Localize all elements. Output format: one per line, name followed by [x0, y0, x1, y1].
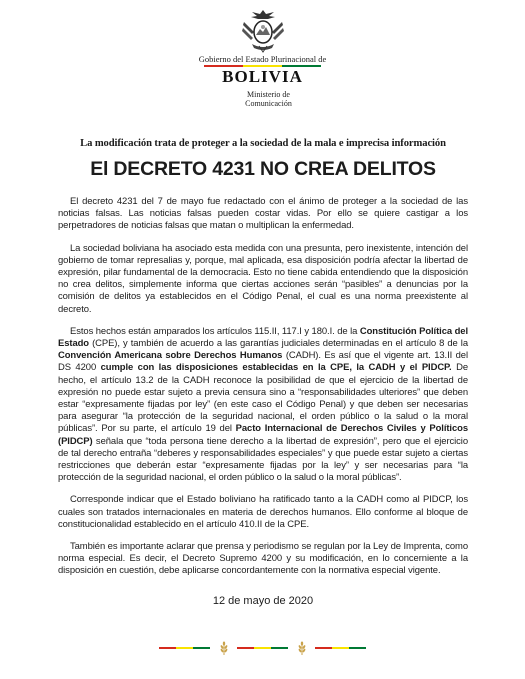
subtitle: La modificación trata de proteger a la sociedad de la mala e imprecisa información: [80, 138, 446, 149]
ministry-line-1: Ministerio de: [247, 90, 290, 99]
flag-yellow-stripe: [176, 647, 193, 649]
paragraph-3-text: (CPE), y también de acuerdo a las garantías judiciales determinadas en el artículo 8 de la: [89, 338, 468, 350]
tricolor-line-right: [315, 647, 367, 649]
paragraph-3: [58, 326, 468, 485]
paragraph-3-pidcp: Pacto Internacional de Derechos Civiles y Políticos (PIDCP): [58, 423, 468, 447]
paragraph-2: La sociedad boliviana ha asociado esta medida con una presunta, pero inexistente, intención del gobierno de tomar represalias y, porque, mal aplicada, esa disposición podría afectar la libertad de expresión, pilar fundamental de la democracia. Esto no tiene cabida entendiendo que la disposición no crea delitos, simplemente informa que ciertas acciones serán “pasibles” a denuncias por la comisión de delitos ya establecidos en el Código Penal, el cual es una norma preexistente al decreto.: [58, 242, 468, 315]
letterhead: [0, 8, 525, 108]
flag-green-stripe: [349, 647, 366, 649]
government-line: Gobierno del Estado Plurinacional de: [198, 54, 327, 64]
flag-yellow-stripe: [332, 647, 349, 649]
ministry-name: [12, 90, 525, 108]
paragraph-3-cpe: Constitución Política del Estado: [58, 325, 468, 350]
paragraph-1: El decreto 4231 del 7 de mayo fue redactado con el ánimo de proteger a la sociedad de las noticias falsas. Las noticias falsas pueden costar vidas. Por ello se quiere castigar a los perpetradores de noticias falsas que matan o multiplican la enfermedad.: [58, 196, 468, 232]
flag-red-stripe: [315, 647, 332, 649]
press-release-body: [58, 137, 468, 608]
paragraph-4: Corresponde indicar que el Estado boliviano ha ratificado tanto a la CADH como al PIDCP, los cuales son tratados internacionales en materia de derechos humanos. Ello conforme al bloque de constitucionalidad establecido en el artículo 410.II de la CPE.: [58, 494, 468, 530]
paragraph-3-compliance: cumple con las disposiciones establecidas en la CPE, la CADH y el PIDCP.: [100, 362, 452, 374]
release-date: 12 de mayo de 2020: [212, 594, 314, 607]
ministry-line-2: Comunicación: [245, 99, 292, 108]
country-name: BOLIVIA: [222, 67, 303, 86]
footer-ornament: [0, 640, 525, 656]
flag-yellow-stripe: [254, 647, 271, 649]
wheat-icon: [296, 641, 308, 655]
flag-green-stripe: [271, 647, 288, 649]
flag-red-stripe: [237, 647, 254, 649]
wheat-icon: [218, 641, 230, 655]
flag-red-stripe: [159, 647, 176, 649]
paragraph-3-text: De hecho, el artículo 13.2 de la CADH reconoce la posibilidad de que el ejercicio de la libertad de expresión no puede estar sujeto a previa censura sino a “responsabilidades ulteriores” que deben estar “expresamente fijadas por ley” (en este caso el Código Penal) y que deben ser necesarias para asegurar “la protección de la seguridad nacional, el orden público o la salud o la moral públicas”. Por su parte, el artículo 19 del: [58, 362, 468, 435]
flag-green-stripe: [193, 647, 210, 649]
paragraph-3-text: Estos hechos están amparados los artículos 115.II, 117.I y 180.I. de la: [70, 325, 360, 337]
bolivia-coat-of-arms-icon: [240, 8, 286, 54]
tricolor-line-left: [159, 647, 211, 649]
paragraph-3-cadh: Convención Americana sobre Derechos Humanos: [58, 350, 283, 362]
page-title: El DECRETO 4231 NO CREA DELITOS: [90, 158, 436, 180]
paragraph-3-text: (CADH). Es así que el vigente art. 13.II del DS 4200: [58, 350, 468, 374]
paragraph-5: También es importante aclarar que prensa y periodismo se regulan por la Ley de Imprenta, como norma especial. Es decir, el Decreto Supremo 4200 y su modificación, en lo concerniente a la disposición en cuestión, debe aplicarse concordantemente con la normativa especial vigente.: [58, 541, 468, 577]
tricolor-line-center: [237, 647, 289, 649]
paragraph-3-text: señala que “toda persona tiene derecho a la libertad de expresión”, pero que el ejercicio de tal derecho entraña “deberes y responsabilidades especiales” y que puede estar sujeto a ciertas restricciones que deberán estar “expresamente fijadas por la ley” y ser necesarias para “la protección de la seguridad nacional, el orden público o la salud o la moral públicas”.: [58, 435, 468, 484]
